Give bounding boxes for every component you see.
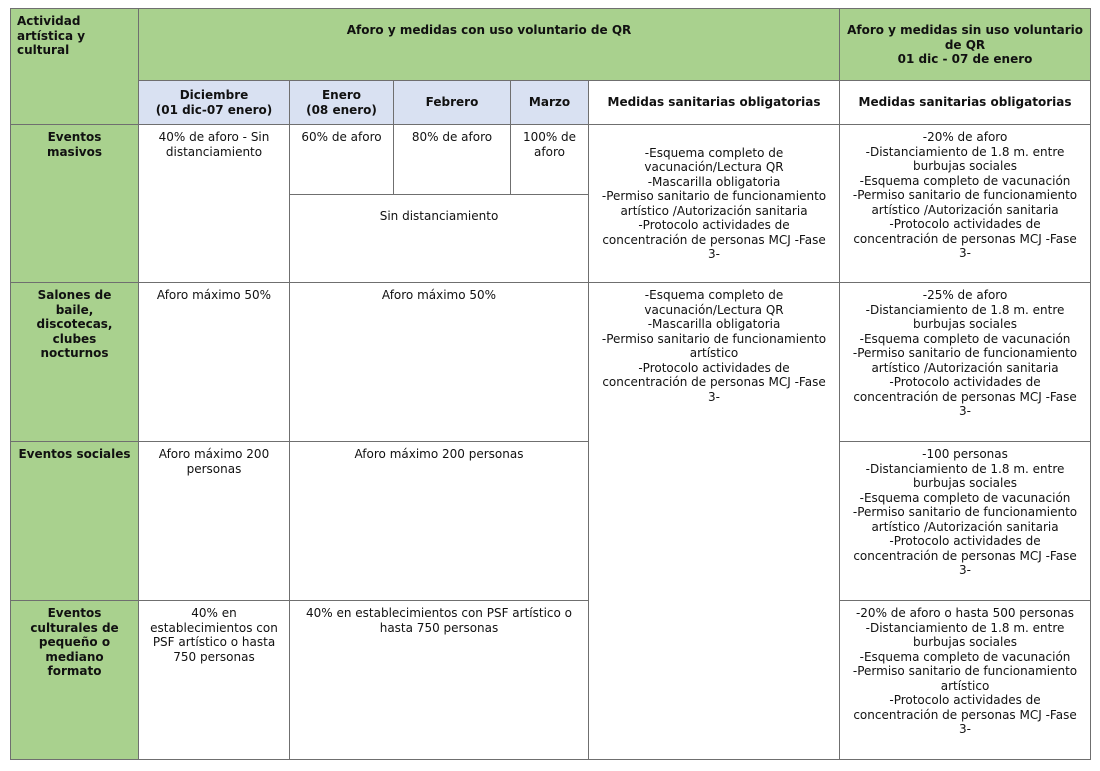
- eventos-masivos-enero: 60% de aforo: [290, 125, 394, 195]
- eventos-sociales-diciembre: Aforo máximo 200 personas: [139, 442, 290, 601]
- row-label-eventos-sociales: Eventos sociales: [11, 442, 139, 601]
- eventos-sociales-enero-marzo: Aforo máximo 200 personas: [290, 442, 589, 601]
- eventos-masivos-medidas-sin-qr: -20% de aforo -Distanciamiento de 1.8 m. entre burbujas sociales -Esquema completo de vacunación -Permiso sanitario de funcionamiento artístico /Autorización sanitaria -Protocolo actividades de concentración de personas MCJ -Fase 3-: [840, 125, 1091, 283]
- subheader-marzo: Marzo: [511, 81, 589, 125]
- eventos-masivos-sin-distanciamiento: Sin distanciamiento: [290, 195, 589, 283]
- eventos-masivos-medidas-con-qr: -Esquema completo de vacunación/Lectura QR -Mascarilla obligatoria -Permiso sanitario de funcionamiento artístico /Autorización sanitaria -Protocolo actividades de concentración de personas MCJ -Fase 3-: [589, 125, 840, 283]
- subheader-enero: Enero (08 enero): [290, 81, 394, 125]
- header-actividad: Actividad artística y cultural: [11, 9, 139, 125]
- eventos-masivos-febrero: 80% de aforo: [394, 125, 511, 195]
- row-label-eventos-culturales: Eventos culturales de pequeño o mediano formato: [11, 601, 139, 760]
- eventos-culturales-diciembre: 40% en establecimientos con PSF artístico o hasta 750 personas: [139, 601, 290, 760]
- eventos-sociales-medidas-sin-qr: -100 personas -Distanciamiento de 1.8 m. entre burbujas sociales -Esquema completo de vacunación -Permiso sanitario de funcionamiento artístico /Autorización sanitaria -Protocolo actividades de concentración de personas MCJ -Fase 3-: [840, 442, 1091, 601]
- salones-diciembre: Aforo máximo 50%: [139, 283, 290, 442]
- eventos-culturales-medidas-sin-qr: -20% de aforo o hasta 500 personas -Distanciamiento de 1.8 m. entre burbujas sociales -Esquema completo de vacunación -Permiso sanitario de funcionamiento artístico -Protocolo actividades de concentración de personas MCJ -Fase 3-: [840, 601, 1091, 760]
- salones-medidas-sin-qr: -25% de aforo -Distanciamiento de 1.8 m. entre burbujas sociales -Esquema completo de vacunación -Permiso sanitario de funcionamiento artístico /Autorización sanitaria -Protocolo actividades de concentración de personas MCJ -Fase 3-: [840, 283, 1091, 442]
- subheader-diciembre: Diciembre (01 dic-07 enero): [139, 81, 290, 125]
- header-con-qr: Aforo y medidas con uso voluntario de QR: [139, 9, 840, 81]
- eventos-masivos-diciembre: 40% de aforo - Sin distanciamiento: [139, 125, 290, 283]
- aforo-medidas-table: [10, 8, 1091, 760]
- row-label-eventos-masivos: Eventos masivos: [11, 125, 139, 283]
- header-sin-qr: Aforo y medidas sin uso voluntario de QR 01 dic - 07 de enero: [840, 9, 1091, 81]
- eventos-masivos-marzo: 100% de aforo: [511, 125, 589, 195]
- salones-medidas-con-qr: -Esquema completo de vacunación/Lectura QR -Mascarilla obligatoria -Permiso sanitario de funcionamiento artístico -Protocolo actividades de concentración de personas MCJ -Fase 3-: [589, 283, 840, 760]
- salones-enero-marzo: Aforo máximo 50%: [290, 283, 589, 442]
- subheader-medidas-con-qr: Medidas sanitarias obligatorias: [589, 81, 840, 125]
- subheader-febrero: Febrero: [394, 81, 511, 125]
- subheader-medidas-sin-qr: Medidas sanitarias obligatorias: [840, 81, 1091, 125]
- eventos-culturales-enero-marzo: 40% en establecimientos con PSF artístico o hasta 750 personas: [290, 601, 589, 760]
- row-label-salones: Salones de baile, discotecas, clubes nocturnos: [11, 283, 139, 442]
